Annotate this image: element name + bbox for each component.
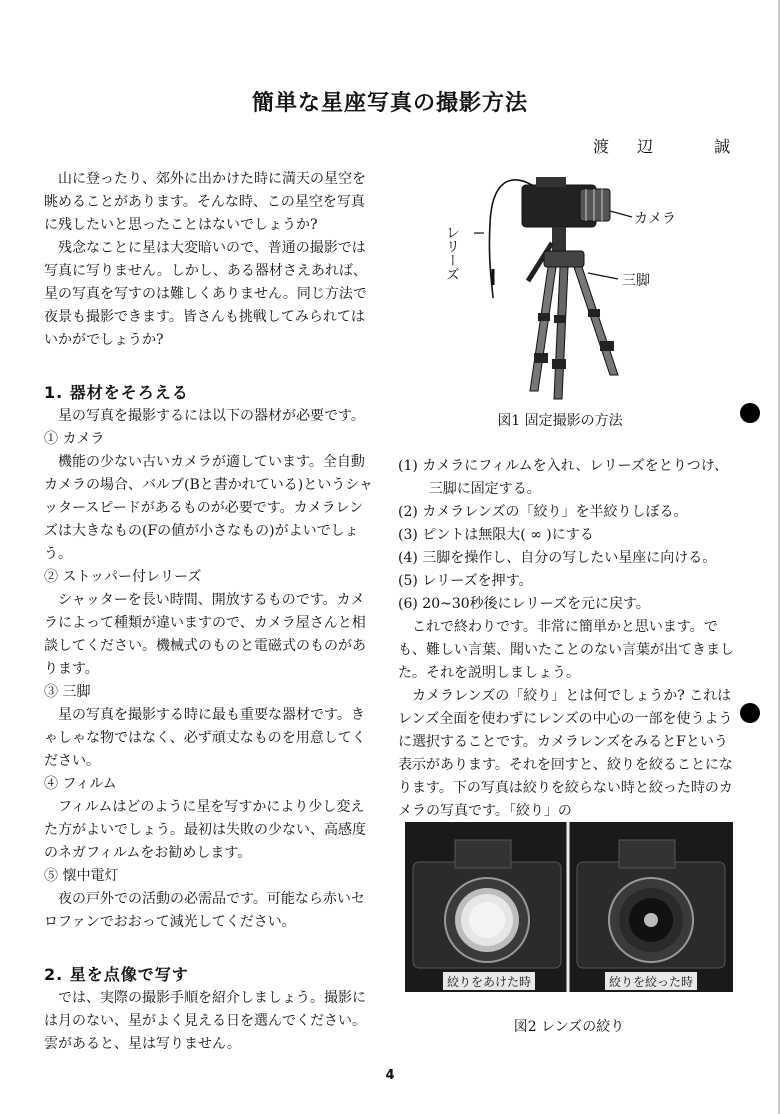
label-tripod: 三脚 [622,273,650,289]
item-label-tripod: ③ 三脚 [44,684,91,700]
tripod-head [552,227,566,251]
spacer [44,352,374,375]
step-3: (3) ピントは無限大( ∞ )にする [398,527,594,543]
spacer [44,934,374,957]
label-closed-aperture: 絞りを絞った時 [608,975,694,989]
figure-2-caption: 図2 レンズの絞り [513,1019,625,1035]
section-2-text: では、実際の撮影手順を紹介しましょう。撮影には月のない、星がよく見える日を選んでください。雲があると、星は写りません。 [44,990,366,1052]
figure-1-caption: 図1 固定撮影の方法 [497,413,623,429]
step-5: (5) レリーズを押す。 [398,573,533,589]
tripod-leg-right [574,267,618,375]
step-1: (1) カメラにフィルムを入れ、レリーズをとりつけ、三脚に固定する。 [398,458,729,497]
label-camera: カメラ [634,211,676,227]
tripod-leg-left [530,267,556,391]
author-name: 渡辺 誠 [593,137,759,156]
label-open-aperture: 絞りをあけた時 [446,975,532,989]
section-1-lead: 星の写真を撮影するには以下の器材が必要です。 [58,408,365,424]
intro-paragraph-1: 山に登ったり、郊外に出かけた時に満天の星空を眺めることがあります。そんな時、この星空を写真に残したいと思ったことはないでしょうか? [44,171,366,233]
section-2-heading: 2. 星を点像で写す [44,965,189,984]
right-column [398,455,740,823]
step-4: (4) 三脚を操作し、自分の写したい星座に向ける。 [398,550,717,566]
punch-hole-mark [740,403,760,423]
item-text-release: シャッターを長い時間、開放するものです。カメラによって種類が違いますので、カメラ屋さんと相談してください。機械式のものと電磁式のものがあります。 [44,592,366,677]
page-number: 4 [385,1068,395,1083]
punch-hole-mark [740,703,760,723]
label-release: レリーズ [444,225,460,281]
tripod-crown [544,251,584,267]
item-label-film: ④ フィルム [44,776,117,792]
item-label-release: ② ストッパー付レリーズ [44,569,202,585]
section-1-heading: 1. 器材をそろえる [44,383,189,402]
explanation-paragraph-2: カメラレンズの「絞り」とは何でしょうか? これはレンズ全面を使わずにレンズの中心の一部を使うように選択することです。カメラレンズをみるとFという表示があります。それを回すと、絞りを絞ることになります。下の写真は絞りを絞らない時と絞った時のカメラの写真です。「絞り」の [398,688,733,819]
item-label-flashlight: ⑤ 懐中電灯 [44,868,119,884]
intro-paragraph-2: 残念なことに星は大変暗いので、普通の撮影では写真に写りません。しかし、ある器材さえあれば、星の写真を写すのは難しくありません。同じ方法で夜景も撮影できます。皆さんも挑戦してみられてはいかがでしょうか? [44,240,367,348]
page-title: 簡単な星座写真の撮影方法 [251,91,528,116]
item-text-camera: 機能の少ない古いカメラが適しています。全自動カメラの場合、バルブ(Bと書かれている)というシャッタースピードがあるものが必要です。カメラレンズは大きなもの(Fの値が小さなもの)がよいでしょう。 [44,454,373,562]
item-label-camera: ① カメラ [44,431,105,447]
step-2: (2) カメラレンズの「絞り」を半絞りしぼる。 [398,504,688,520]
tripod-camera-illustration [440,163,680,408]
explanation-paragraph-1: これで終わりです。非常に簡単かと思います。でも、難しい言葉、聞いたことのない言葉が出てきました。それを説明しましょう。 [398,619,734,681]
left-column [44,168,374,1056]
step-6: (6) 20~30秒後にレリーズを元に戻す。 [398,596,650,612]
tripod-leg-center [554,267,568,399]
aperture-comparison-photo [405,822,733,992]
camera-lens [580,189,610,221]
item-text-flashlight: 夜の戸外での活動の必需品です。可能なら赤いセロファンでおおって減光してください。 [44,891,365,930]
item-text-film: フィルムはどのように星を写すかにより少し変えた方がよいでしょう。最初は失敗の少ない、高感度のネガフィルムをお勧めします。 [44,799,366,861]
item-text-tripod: 星の写真を撮影する時に最も重要な器材です。きゃしゃな物ではなく、必ず頑丈なものを用意してください。 [44,707,366,769]
camera-prism [536,177,566,187]
